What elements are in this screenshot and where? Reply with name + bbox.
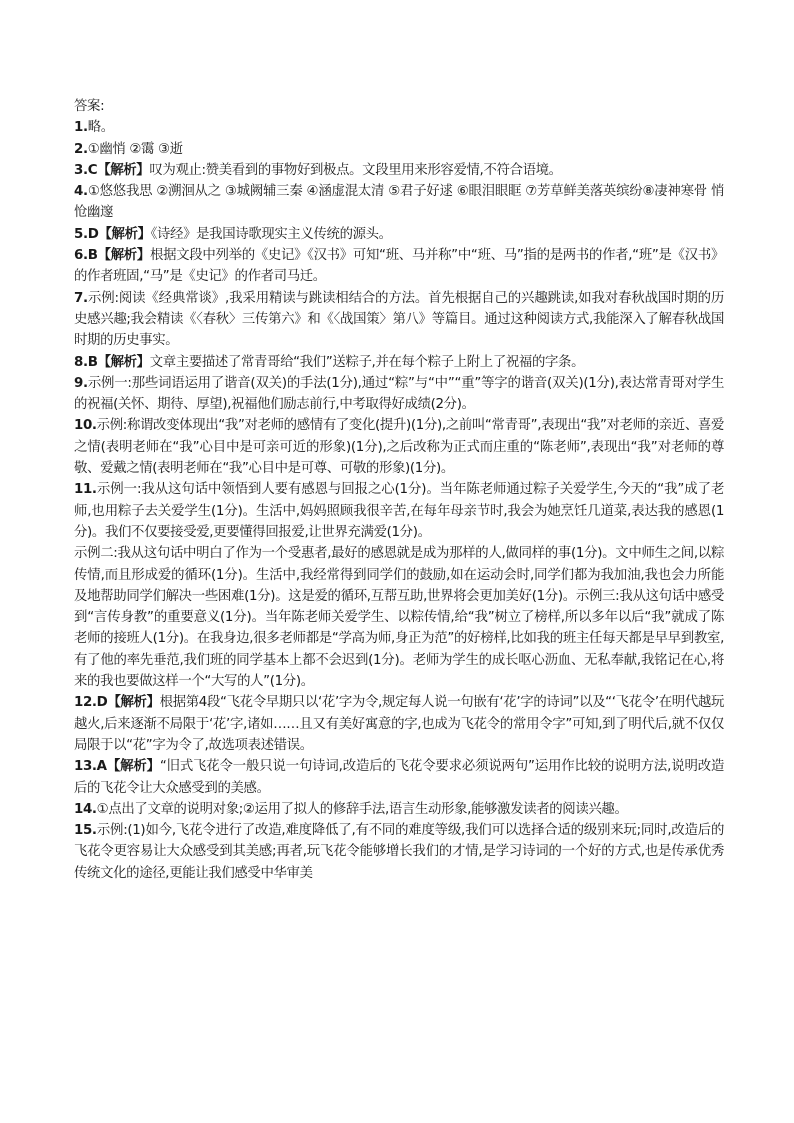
answer-text: 《诗经》是我国诗歌现实主义传统的源头。 (150, 226, 392, 242)
analysis-tag: 【解析】 (97, 354, 150, 370)
answer-number: 12.D (74, 695, 108, 711)
answer-list (74, 117, 724, 884)
answer-heading: 答案: (74, 99, 105, 114)
answer-item (74, 543, 724, 692)
answer-number: 13.A (74, 759, 107, 775)
answer-item (74, 117, 724, 138)
answer-text: 根据文段中列举的《史记》《汉书》可知“班、马并称”中“班、马”指的是两书的作者,“班”是《汉书》的作者班固,“马”是《史记》的作者司马迁。 (74, 248, 724, 285)
answer-text: 根据第4段“飞花令早期只以‘花’字为令,规定每人说一句嵌有‘花’字的诗词”以及“‘飞花令’在明代越玩越火,后来逐渐不局限于‘花’字,诸如……且又有美好寓意的字,也成为飞花令的常用令字”可知,到了明代后,就不仅仅局限于以“花”字为令了,故选项表述错误。 (74, 695, 724, 753)
answer-text: 示例:阅读《经典常谈》,我采用精读与跳读相结合的方法。首先根据自己的兴趣跳读,如我对春秋战国时期的历史感兴趣;我会精读《〈春秋〉三传第六》和《〈战国策〉第八》等篇目。通过这种阅读方式,我能深入了解春秋战国时期的历史事实。 (74, 290, 724, 349)
answer-text: 示例一:那些词语运用了谐音(双关)的手法(1分),通过“粽”与“中”“重”等字的谐音(双关)(1分),表达常青哥对学生的祝福(关怀、期待、厚望),祝福他们励志前行,中考取得好成绩(2分)。 (74, 375, 724, 413)
answer-number: 11. (74, 482, 97, 498)
answer-item (74, 799, 724, 820)
analysis-tag: 【解析】 (107, 695, 160, 711)
answer-item (74, 160, 724, 181)
answer-item (74, 224, 724, 245)
answer-item (74, 139, 724, 160)
answer-item (74, 479, 724, 543)
answer-number: 10. (74, 418, 97, 434)
answer-text: 略。 (87, 120, 114, 136)
answer-number: 4. (74, 184, 88, 200)
answer-item (74, 415, 724, 479)
answer-text: ①悠悠我思 ②溯洄从之 ③城阙辅三秦 ④涵虚混太清 ⑤君子好逑 ⑥眼泪眼眶 ⑦芳草鲜美落英缤纷⑧凄神寒骨 悄怆幽邃 (74, 184, 724, 221)
answer-text: 示例一:我从这句话中领悟到人要有感恩与回报之心(1分)。当年陈老师通过粽子关爱学生,今天的“我”成了老师,也用粽子去关爱学生(1分)。生活中,妈妈照顾我很辛苦,在每年母亲节时,我会为她烹饪几道菜,表达我的感恩(1分)。我们不仅要接受爱,更要懂得回报爱,让世界充满爱(1分)。 (74, 482, 724, 540)
answer-item (74, 352, 724, 373)
answer-number: 15. (74, 823, 97, 839)
answer-item (74, 245, 724, 288)
answer-number: 3.C (74, 162, 98, 178)
analysis-tag: 【解析】 (97, 162, 150, 178)
analysis-tag: 【解析】 (98, 226, 151, 242)
answer-number: 7. (74, 290, 88, 306)
answer-number: 6.B (74, 248, 98, 264)
analysis-tag: 【解析】 (97, 248, 151, 264)
answer-text: 示例:称谓改变体现出“我”对老师的感情有了变化(提升)(1分),之前叫“常青哥”,表现出“我”对老师的亲近、喜爱之情(表明老师在“我”心目中是可亲可近的形象)(1分),之后改称为正式而庄重的“陈老师”,表现出“我”对老师的尊敬、爱戴之情(表明老师在“我”心目中是可尊、可敬的形象)(1分)。 (74, 418, 724, 477)
answer-number: 2. (74, 141, 88, 157)
answer-number: 14. (74, 801, 97, 817)
answer-number: 9. (74, 375, 88, 391)
answer-text: “旧式飞花令一般只说一句诗词,改造后的飞花令要求必须说两句”运用作比较的说明方法,说明改造后的飞花令让大众感受到的美感。 (74, 759, 724, 796)
analysis-tag: 【解析】 (106, 759, 160, 775)
answer-text: 示例:(1)如今,飞花令进行了改造,难度降低了,有不同的难度等级,我们可以选择合适的级别来玩;同时,改造后的飞花令更容易让大众感受到其美感;再者,玩飞花令能够增长我们的才情,是学习诗词的一个好的方式,也是传承优秀传统文化的途径,更能让我们感受中华审美 (74, 823, 724, 881)
answer-text: ①幽悄 ②霭 ③逝 (87, 141, 183, 157)
answer-number: 8.B (74, 354, 98, 370)
answer-text: 文章主要描述了常青哥给“我们”送粽子,并在每个粽子上附上了祝福的字条。 (149, 354, 585, 370)
answer-document (74, 96, 724, 884)
answer-item (74, 181, 724, 224)
answer-text: 叹为观止:赞美看到的事物好到极点。文段里用来形容爱情,不符合语境。 (149, 162, 562, 178)
answer-item (74, 820, 724, 884)
answer-text: ①点出了文章的说明对象;②运用了拟人的修辞手法,语言生动形象,能够激发读者的阅读兴趣。 (96, 801, 628, 817)
answer-item (74, 756, 724, 799)
answer-number: 5.D (74, 226, 99, 242)
answer-item (74, 288, 724, 352)
answer-number: 1. (74, 120, 88, 136)
answer-item (74, 692, 724, 756)
answer-item (74, 373, 724, 416)
answer-text: 示例二:我从这句话中明白了作为一个受惠者,最好的感恩就是成为那样的人,做同样的事(1分)。文中师生之间,以粽传情,而且形成爱的循环(1分)。生活中,我经常得到同学们的鼓励,如在运动会时,同学们都为我加油,我也会力所能及地帮助同学们解决一些困难(1分)。这是爱的循环,互帮互助,世界将会更加美好(1分)。示例三:我从这句话中感受到“言传身教”的重要意义(1分)。当年陈老师关爱学生、以粽传情,给“我”树立了榜样,所以多年以后“我”就成了陈老师的接班人(1分)。在我身边,很多老师都是“学高为师,身正为范”的好榜样,比如我的班主任每天都是早早到教室,有了他的率先垂范,我们班的同学基本上都不会迟到(1分)。老师为学生的成长呕心沥血、无私奉献,我铭记在心,将来的我也要做这样一个“大写的人”(1分)。 (74, 546, 724, 690)
